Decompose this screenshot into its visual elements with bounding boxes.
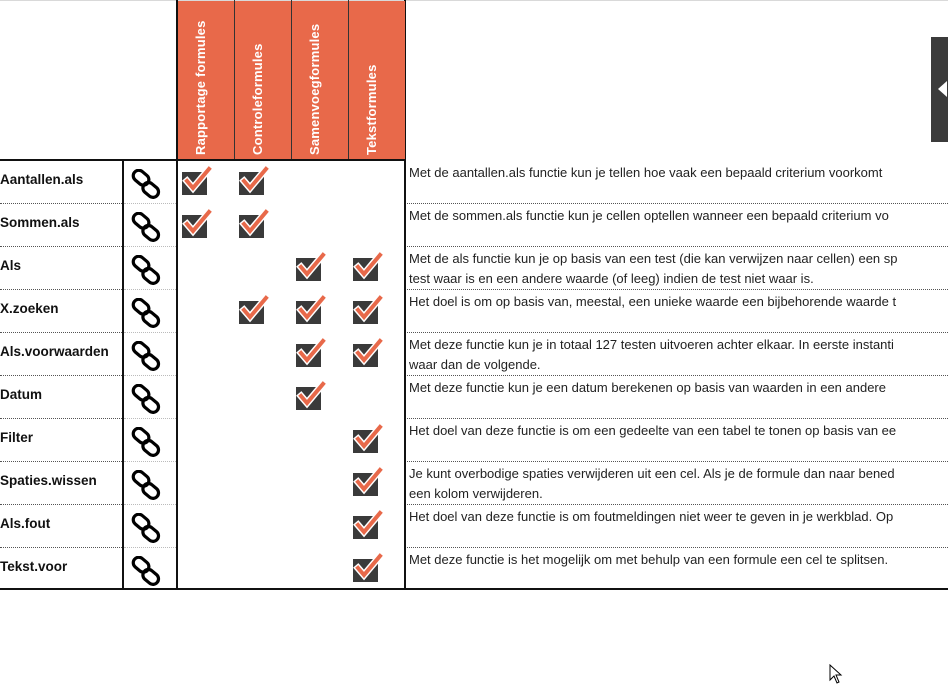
description-line: Het doel is om op basis van, meestal, een unieke waarde een bijbehorende waarde t [409,294,897,309]
header-separator [348,0,349,160]
link-chain-icon[interactable] [131,298,161,328]
description-line: Met de als functie kun je op basis van een test (die kan verwijzen naar cellen) een sp [409,251,898,266]
checkmark-checkbox-icon [351,508,383,540]
column-header [178,1,234,159]
link-chain-icon[interactable] [131,470,161,500]
checkmark-checkbox-icon [237,164,269,196]
formula-description [409,507,948,527]
table-row [0,462,948,505]
formula-name: Datum [0,387,43,402]
column-header [292,1,348,159]
table-row [0,376,948,419]
formula-name: Aantallen.als [0,172,84,187]
checkmark-checkbox-icon [294,379,326,411]
formula-name: Tekst.voor [0,559,68,574]
table-row [0,161,948,204]
description-line: een kolom verwijderen. [409,486,543,501]
formula-description [409,421,948,441]
description-line: Met deze functie kun je een datum berekenen op basis van waarden in een andere [409,380,886,395]
description-line: waar dan de volgende. [409,357,541,372]
column-header-label: Controleformules [250,43,265,155]
checkmark-checkbox-icon [351,422,383,454]
link-chain-icon[interactable] [131,341,161,371]
formula-name: Sommen.als [0,215,80,230]
table-row [0,505,948,548]
header-separator [291,0,292,160]
description-line: Met deze functie is het mogelijk om met behulp van een formule een cel te splitsen. [409,552,889,567]
formula-description [409,249,948,289]
formula-description [409,163,948,183]
description-line: Met de aantallen.als functie kun je tellen hoe vaak een bepaald criterium voorkomt [409,165,883,180]
link-chain-icon[interactable] [131,169,161,199]
formula-name: X.zoeken [0,301,59,316]
description-line: Met deze functie kun je in totaal 127 testen uitvoeren achter elkaar. In eerste instanti [409,337,894,352]
table-row [0,204,948,247]
link-chain-icon[interactable] [131,513,161,543]
checkmark-checkbox-icon [294,336,326,368]
table-row [0,419,948,462]
description-line: test waar is en een andere waarde (of leeg) indien de test niet waar is. [409,271,814,286]
checkmark-checkbox-icon [180,207,212,239]
checkmark-checkbox-icon [237,293,269,325]
link-chain-icon[interactable] [131,384,161,414]
link-chain-icon[interactable] [131,255,161,285]
description-line: Je kunt overbodige spaties verwijderen uit een cel. Als je de formule dan naar bened [409,466,895,481]
table-row [0,247,948,290]
checkmark-checkbox-icon [351,551,383,583]
checkmark-checkbox-icon [237,207,269,239]
formula-description [409,206,948,226]
table-bottom-border [0,588,948,590]
formula-description [409,464,948,504]
formula-name: Als [0,258,22,273]
checkmark-checkbox-icon [180,164,212,196]
checkmark-checkbox-icon [351,293,383,325]
header-separator [234,0,235,160]
mouse-cursor-icon [829,664,843,684]
column-header-label: Tekstformules [364,64,379,155]
checkmark-checkbox-icon [294,293,326,325]
checkmark-checkbox-icon [351,250,383,282]
table-row [0,548,948,591]
column-header-label: Samenvoegformules [307,23,322,155]
table-row [0,290,948,333]
column-header [235,1,291,159]
category-header [176,0,406,160]
formula-description [409,292,948,312]
checkmark-checkbox-icon [351,336,383,368]
link-chain-icon[interactable] [131,427,161,457]
formula-description [409,550,948,570]
formula-name: Als.voorwaarden [0,344,109,359]
formula-description [409,378,948,398]
checkmark-checkbox-icon [294,250,326,282]
column-header [349,1,405,159]
nav-back-button[interactable] [931,37,948,142]
description-line: Het doel van deze functie is om een gedeelte van een tabel te tonen op basis van ee [409,423,897,438]
link-chain-icon[interactable] [131,556,161,586]
formula-name: Als.fout [0,516,51,531]
checkmark-checkbox-icon [351,465,383,497]
formula-name: Spaties.wissen [0,473,97,488]
formula-name: Filter [0,430,34,445]
top-border [0,0,948,1]
chevron-left-icon [938,81,947,97]
link-chain-icon[interactable] [131,212,161,242]
table-row [0,333,948,376]
column-header-label: Rapportage formules [193,20,208,155]
description-line: Het doel van deze functie is om foutmeldingen niet weer te geven in je werkblad. Op [409,509,894,524]
formula-description [409,335,948,375]
description-line: Met de sommen.als functie kun je cellen optellen wanneer een bepaald criterium vo [409,208,889,223]
